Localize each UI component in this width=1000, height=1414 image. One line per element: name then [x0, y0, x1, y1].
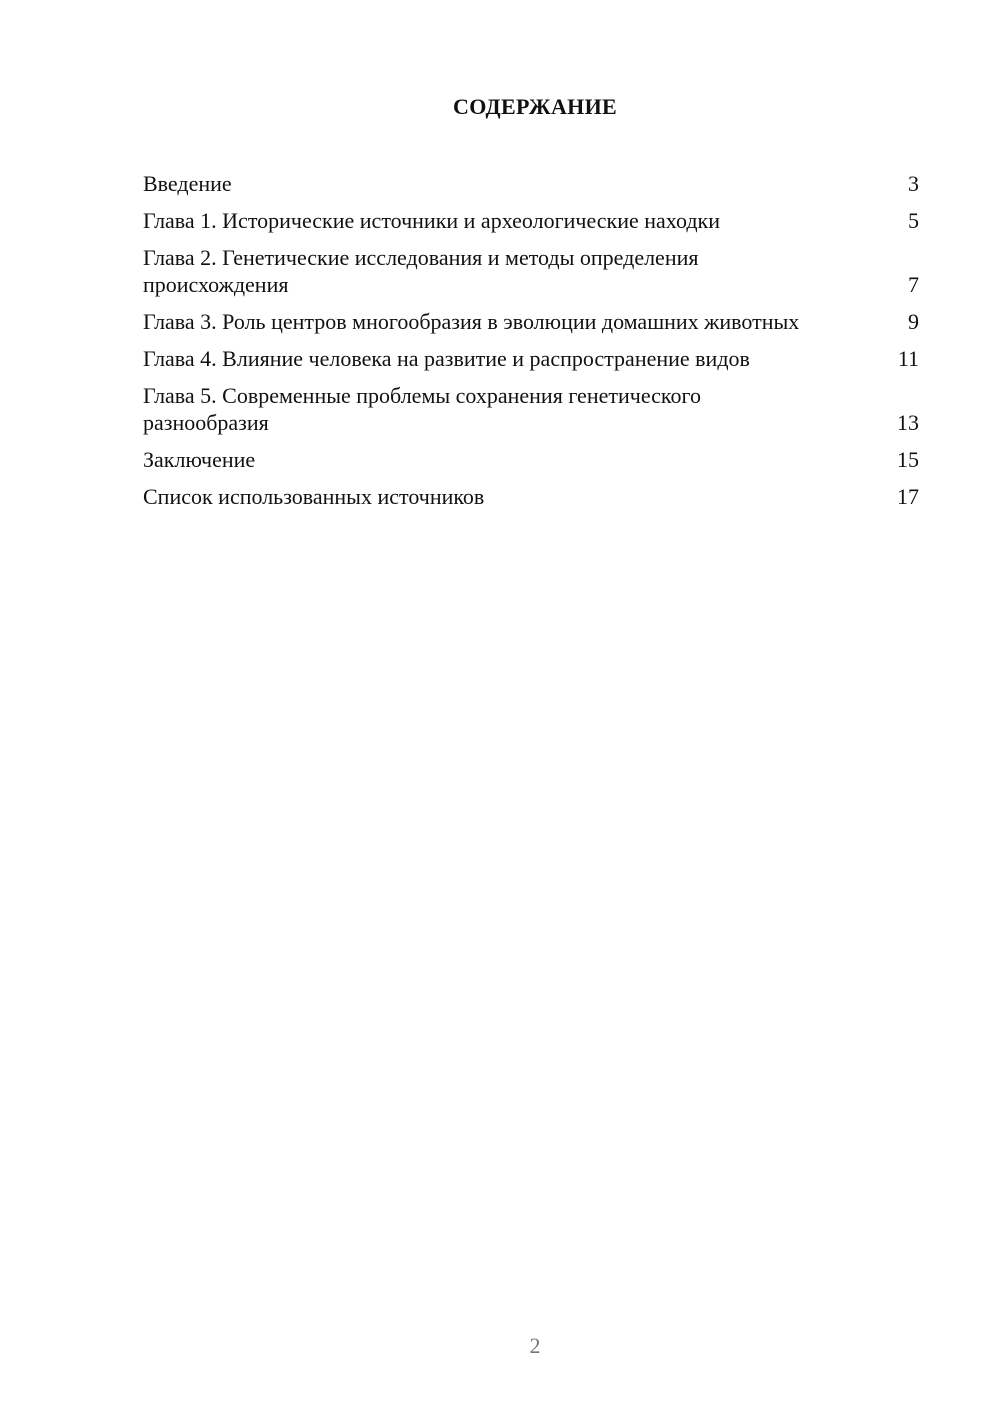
toc-entry-text: Заключение — [143, 447, 256, 472]
toc-entry-chapter-5 — [143, 382, 919, 436]
toc-entry-page: 17 — [897, 484, 919, 509]
toc-entry-page: 7 — [908, 272, 919, 297]
toc-entry-text: Глава 1. Исторические источники и археологические находки — [143, 208, 720, 233]
toc-entry-text: Глава 5. Современные проблемы сохранения генетического разнообразия — [143, 383, 701, 435]
table-of-contents — [143, 170, 919, 520]
toc-entry-introduction — [143, 170, 919, 197]
toc-entry-text: Глава 3. Роль центров многообразия в эволюции домашних животных — [143, 309, 800, 334]
toc-entry-text: Список использованных источников — [143, 484, 485, 509]
toc-entry-text: Глава 4. Влияние человека на развитие и распространение видов — [143, 346, 750, 371]
toc-entry-page: 5 — [908, 208, 919, 233]
toc-entry-text: Глава 2. Генетические исследования и методы определения происхождения — [143, 245, 699, 297]
toc-entry-page: 15 — [897, 447, 919, 472]
toc-entry-page: 3 — [908, 171, 919, 196]
toc-entry-text: Введение — [143, 171, 232, 196]
toc-entry-conclusion — [143, 446, 919, 473]
toc-entry-page: 11 — [897, 346, 919, 371]
toc-entry-page: 13 — [897, 410, 919, 435]
toc-entry-page: 9 — [908, 309, 919, 334]
toc-entry-chapter-1 — [143, 207, 919, 234]
toc-entry-chapter-3 — [143, 308, 919, 335]
page-title: СОДЕРЖАНИЕ — [453, 94, 617, 119]
page-number: 2 — [529, 1333, 541, 1358]
toc-entry-chapter-2 — [143, 244, 919, 298]
toc-entry-chapter-4 — [143, 345, 919, 372]
toc-entry-references — [143, 483, 919, 510]
